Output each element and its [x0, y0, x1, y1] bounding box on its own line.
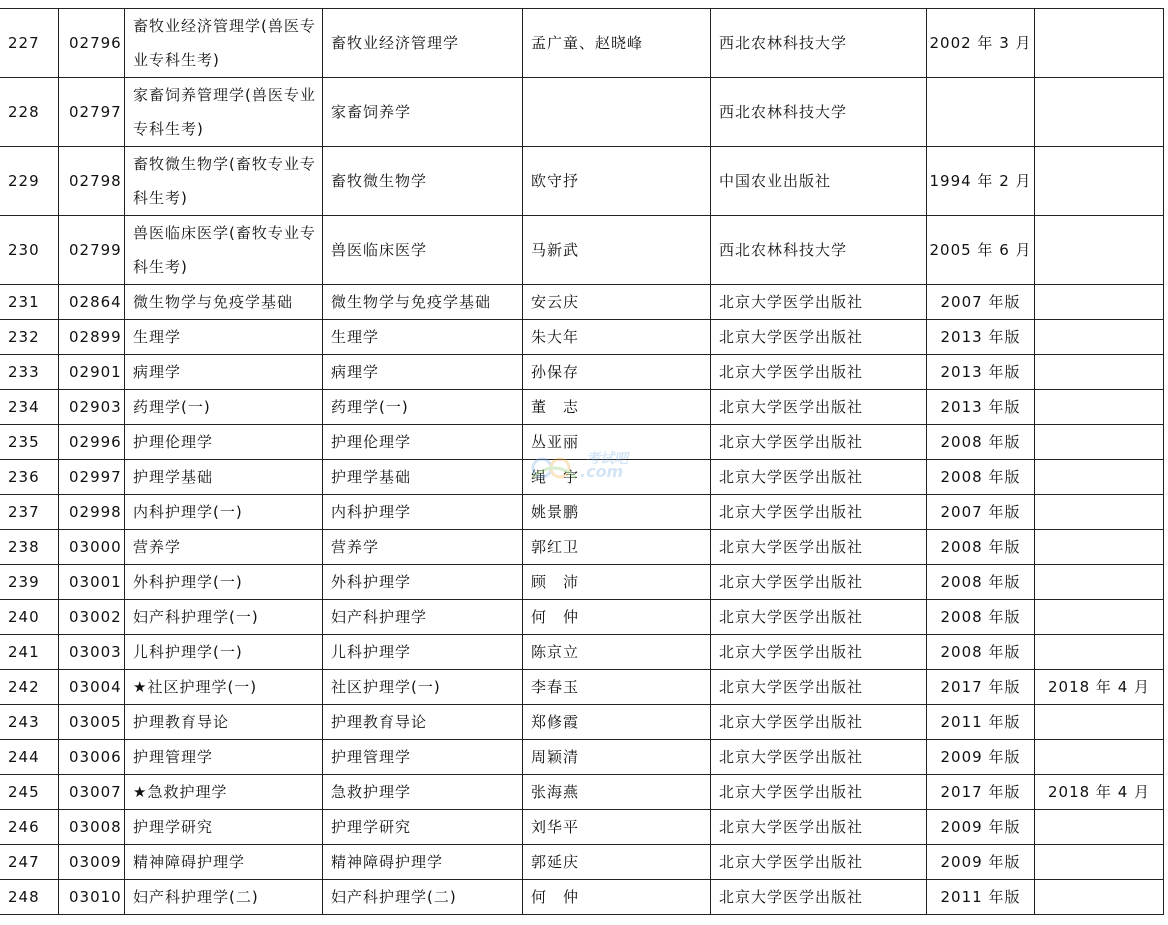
cell-textbook-name: 急救护理学 [323, 775, 523, 810]
cell-edition: 2011 年版 [927, 880, 1035, 915]
cell-effective-date [1035, 810, 1164, 845]
cell-course-code: 03002 [59, 600, 125, 635]
cell-course-name: 护理学研究 [125, 810, 323, 845]
table-row [0, 495, 1164, 530]
table-row [0, 390, 1164, 425]
cell-course-code: 03004 [59, 670, 125, 705]
cell-sequence-number: 231 [0, 285, 59, 320]
table-row [0, 9, 1164, 78]
table-row [0, 216, 1164, 285]
cell-sequence-number: 240 [0, 600, 59, 635]
cell-course-code: 02997 [59, 460, 125, 495]
cell-textbook-name: 家畜饲养学 [323, 78, 523, 147]
cell-course-name: 畜牧业经济管理学(兽医专业专科生考) [125, 9, 323, 78]
cell-publisher: 北京大学医学出版社 [711, 530, 927, 565]
cell-course-code: 03008 [59, 810, 125, 845]
cell-sequence-number: 229 [0, 147, 59, 216]
cell-author: 何 仲 [523, 600, 711, 635]
cell-sequence-number: 235 [0, 425, 59, 460]
cell-author [523, 78, 711, 147]
cell-effective-date [1035, 425, 1164, 460]
cell-sequence-number: 243 [0, 705, 59, 740]
cell-publisher: 西北农林科技大学 [711, 9, 927, 78]
cell-effective-date [1035, 495, 1164, 530]
table-row [0, 670, 1164, 705]
cell-author: 丛亚丽 [523, 425, 711, 460]
cell-edition: 2002 年 3 月 [927, 9, 1035, 78]
cell-textbook-name: 妇产科护理学 [323, 600, 523, 635]
cell-publisher: 北京大学医学出版社 [711, 775, 927, 810]
cell-edition: 2008 年版 [927, 600, 1035, 635]
cell-author: 李春玉 [523, 670, 711, 705]
cell-effective-date [1035, 705, 1164, 740]
cell-edition: 2009 年版 [927, 845, 1035, 880]
cell-edition: 1994 年 2 月 [927, 147, 1035, 216]
cell-course-code: 02796 [59, 9, 125, 78]
cell-course-code: 03000 [59, 530, 125, 565]
cell-course-name: 营养学 [125, 530, 323, 565]
cell-textbook-name: 精神障碍护理学 [323, 845, 523, 880]
cell-publisher: 北京大学医学出版社 [711, 740, 927, 775]
cell-publisher: 北京大学医学出版社 [711, 565, 927, 600]
cell-effective-date [1035, 78, 1164, 147]
table-row [0, 425, 1164, 460]
cell-edition: 2007 年版 [927, 285, 1035, 320]
cell-textbook-name: 畜牧业经济管理学 [323, 9, 523, 78]
cell-author: 刘华平 [523, 810, 711, 845]
cell-effective-date [1035, 285, 1164, 320]
table-row [0, 320, 1164, 355]
cell-textbook-name: 儿科护理学 [323, 635, 523, 670]
cell-sequence-number: 239 [0, 565, 59, 600]
cell-author: 马新武 [523, 216, 711, 285]
cell-edition: 2008 年版 [927, 635, 1035, 670]
cell-course-code: 03010 [59, 880, 125, 915]
table-row [0, 705, 1164, 740]
cell-textbook-name: 病理学 [323, 355, 523, 390]
cell-publisher: 北京大学医学出版社 [711, 425, 927, 460]
cell-edition: 2009 年版 [927, 810, 1035, 845]
cell-edition: 2013 年版 [927, 390, 1035, 425]
cell-sequence-number: 234 [0, 390, 59, 425]
cell-course-code: 02901 [59, 355, 125, 390]
table-body [0, 9, 1164, 915]
cell-author: 陈京立 [523, 635, 711, 670]
cell-edition: 2013 年版 [927, 355, 1035, 390]
cell-edition: 2008 年版 [927, 530, 1035, 565]
cell-course-name: ★社区护理学(一) [125, 670, 323, 705]
table-row [0, 880, 1164, 915]
cell-author: 孙保存 [523, 355, 711, 390]
table-row [0, 285, 1164, 320]
cell-course-name: 精神障碍护理学 [125, 845, 323, 880]
cell-publisher: 北京大学医学出版社 [711, 670, 927, 705]
cell-course-name: 儿科护理学(一) [125, 635, 323, 670]
cell-sequence-number: 228 [0, 78, 59, 147]
cell-effective-date [1035, 390, 1164, 425]
cell-effective-date [1035, 600, 1164, 635]
cell-course-code: 02798 [59, 147, 125, 216]
cell-sequence-number: 242 [0, 670, 59, 705]
cell-edition: 2013 年版 [927, 320, 1035, 355]
document-page [0, 8, 1168, 915]
cell-course-name: 内科护理学(一) [125, 495, 323, 530]
cell-edition: 2008 年版 [927, 460, 1035, 495]
cell-textbook-name: 护理学研究 [323, 810, 523, 845]
cell-effective-date [1035, 320, 1164, 355]
cell-edition: 2011 年版 [927, 705, 1035, 740]
cell-course-code: 03001 [59, 565, 125, 600]
cell-author: 朱大年 [523, 320, 711, 355]
cell-course-code: 02797 [59, 78, 125, 147]
cell-publisher: 北京大学医学出版社 [711, 635, 927, 670]
cell-sequence-number: 247 [0, 845, 59, 880]
cell-author: 郭红卫 [523, 530, 711, 565]
cell-course-code: 02998 [59, 495, 125, 530]
cell-effective-date: 2018 年 4 月 [1035, 670, 1164, 705]
cell-publisher: 西北农林科技大学 [711, 216, 927, 285]
cell-sequence-number: 244 [0, 740, 59, 775]
cell-author: 何 仲 [523, 880, 711, 915]
cell-publisher: 北京大学医学出版社 [711, 355, 927, 390]
cell-author: 顾 沛 [523, 565, 711, 600]
cell-effective-date [1035, 740, 1164, 775]
textbook-table [0, 8, 1164, 915]
cell-course-code: 03007 [59, 775, 125, 810]
table-row [0, 460, 1164, 495]
table-row [0, 355, 1164, 390]
cell-textbook-name: 内科护理学 [323, 495, 523, 530]
cell-textbook-name: 外科护理学 [323, 565, 523, 600]
cell-author: 郑修霞 [523, 705, 711, 740]
cell-course-name: 妇产科护理学(一) [125, 600, 323, 635]
cell-publisher: 北京大学医学出版社 [711, 880, 927, 915]
cell-course-name: ★急救护理学 [125, 775, 323, 810]
cell-sequence-number: 230 [0, 216, 59, 285]
cell-course-name: 护理伦理学 [125, 425, 323, 460]
cell-sequence-number: 237 [0, 495, 59, 530]
cell-effective-date [1035, 355, 1164, 390]
cell-effective-date [1035, 635, 1164, 670]
table-row [0, 775, 1164, 810]
cell-course-code: 02903 [59, 390, 125, 425]
cell-course-code: 03009 [59, 845, 125, 880]
cell-effective-date [1035, 880, 1164, 915]
cell-author: 董 志 [523, 390, 711, 425]
cell-publisher: 北京大学医学出版社 [711, 390, 927, 425]
cell-edition: 2017 年版 [927, 775, 1035, 810]
cell-author: 张海燕 [523, 775, 711, 810]
watermark-domain: .com [580, 462, 624, 481]
cell-publisher: 北京大学医学出版社 [711, 285, 927, 320]
cell-edition: 2007 年版 [927, 495, 1035, 530]
cell-effective-date [1035, 530, 1164, 565]
table-row [0, 147, 1164, 216]
cell-course-code: 02864 [59, 285, 125, 320]
cell-textbook-name: 药理学(一) [323, 390, 523, 425]
cell-publisher: 北京大学医学出版社 [711, 495, 927, 530]
cell-sequence-number: 248 [0, 880, 59, 915]
cell-author: 郭延庆 [523, 845, 711, 880]
cell-effective-date [1035, 460, 1164, 495]
cell-textbook-name: 护理教育导论 [323, 705, 523, 740]
cell-sequence-number: 236 [0, 460, 59, 495]
cell-textbook-name: 社区护理学(一) [323, 670, 523, 705]
cell-textbook-name: 微生物学与免疫学基础 [323, 285, 523, 320]
cell-effective-date [1035, 845, 1164, 880]
cell-textbook-name: 兽医临床医学 [323, 216, 523, 285]
cell-course-name: 生理学 [125, 320, 323, 355]
cell-textbook-name: 护理伦理学 [323, 425, 523, 460]
cell-effective-date [1035, 147, 1164, 216]
cell-effective-date [1035, 216, 1164, 285]
table-row [0, 78, 1164, 147]
table-row [0, 740, 1164, 775]
table-row [0, 810, 1164, 845]
cell-textbook-name: 营养学 [323, 530, 523, 565]
cell-sequence-number: 241 [0, 635, 59, 670]
cell-edition: 2005 年 6 月 [927, 216, 1035, 285]
cell-author: 周颖清 [523, 740, 711, 775]
cell-author: 绳 宇 [523, 460, 711, 495]
cell-textbook-name: 生理学 [323, 320, 523, 355]
cell-course-name: 护理教育导论 [125, 705, 323, 740]
cell-course-name: 外科护理学(一) [125, 565, 323, 600]
cell-publisher: 北京大学医学出版社 [711, 705, 927, 740]
cell-effective-date [1035, 565, 1164, 600]
cell-edition [927, 78, 1035, 147]
cell-publisher: 北京大学医学出版社 [711, 845, 927, 880]
cell-course-code: 02799 [59, 216, 125, 285]
cell-sequence-number: 233 [0, 355, 59, 390]
cell-course-name: 畜牧微生物学(畜牧专业专科生考) [125, 147, 323, 216]
cell-author: 欧守抒 [523, 147, 711, 216]
cell-course-code: 03003 [59, 635, 125, 670]
cell-course-name: 微生物学与免疫学基础 [125, 285, 323, 320]
cell-effective-date [1035, 9, 1164, 78]
cell-sequence-number: 246 [0, 810, 59, 845]
cell-course-name: 护理管理学 [125, 740, 323, 775]
cell-textbook-name: 护理管理学 [323, 740, 523, 775]
cell-edition: 2009 年版 [927, 740, 1035, 775]
cell-course-name: 家畜饲养管理学(兽医专业专科生考) [125, 78, 323, 147]
table-row [0, 635, 1164, 670]
cell-author: 孟广童、赵晓峰 [523, 9, 711, 78]
cell-textbook-name: 妇产科护理学(二) [323, 880, 523, 915]
table-row [0, 845, 1164, 880]
cell-course-code: 02996 [59, 425, 125, 460]
table-row [0, 600, 1164, 635]
cell-sequence-number: 227 [0, 9, 59, 78]
cell-textbook-name: 畜牧微生物学 [323, 147, 523, 216]
cell-edition: 2017 年版 [927, 670, 1035, 705]
cell-publisher: 北京大学医学出版社 [711, 320, 927, 355]
cell-course-name: 妇产科护理学(二) [125, 880, 323, 915]
cell-sequence-number: 238 [0, 530, 59, 565]
cell-course-code: 03006 [59, 740, 125, 775]
cell-course-name: 兽医临床医学(畜牧专业专科生考) [125, 216, 323, 285]
cell-sequence-number: 245 [0, 775, 59, 810]
cell-edition: 2008 年版 [927, 565, 1035, 600]
cell-textbook-name: 护理学基础 [323, 460, 523, 495]
cell-course-name: 药理学(一) [125, 390, 323, 425]
cell-course-code: 03005 [59, 705, 125, 740]
cell-author: 姚景鹏 [523, 495, 711, 530]
cell-publisher: 北京大学医学出版社 [711, 460, 927, 495]
cell-course-code: 02899 [59, 320, 125, 355]
cell-sequence-number: 232 [0, 320, 59, 355]
cell-publisher: 中国农业出版社 [711, 147, 927, 216]
table-row [0, 530, 1164, 565]
cell-publisher: 北京大学医学出版社 [711, 600, 927, 635]
table-row [0, 565, 1164, 600]
cell-author: 安云庆 [523, 285, 711, 320]
watermark-text: 考试吧 [586, 451, 628, 467]
cell-course-name: 病理学 [125, 355, 323, 390]
cell-edition: 2008 年版 [927, 425, 1035, 460]
cell-publisher: 西北农林科技大学 [711, 78, 927, 147]
cell-effective-date: 2018 年 4 月 [1035, 775, 1164, 810]
cell-publisher: 北京大学医学出版社 [711, 810, 927, 845]
cell-course-name: 护理学基础 [125, 460, 323, 495]
